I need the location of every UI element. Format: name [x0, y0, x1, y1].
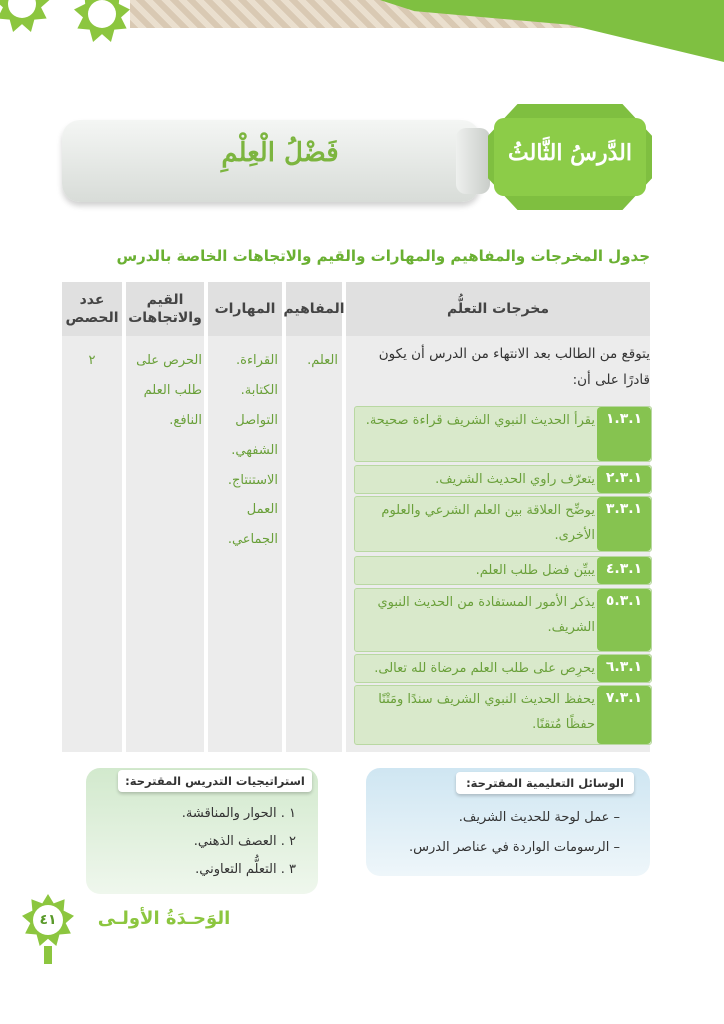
strategy-item: ٢ . العصف الذهني. [193, 834, 296, 849]
values-list [128, 346, 202, 436]
outcome-number: ٥.٣.١ [597, 589, 651, 651]
skill-item: القراءة. [236, 353, 278, 368]
header-periods: عدد الحصص [62, 282, 122, 336]
outcome-number: ١.٣.١ [597, 407, 651, 461]
header-skills: المهارات [208, 282, 282, 336]
teaching-aids-box [366, 768, 650, 876]
header-outcomes: مخرجات التعلُّم [346, 282, 650, 336]
header-green-band [380, 0, 724, 62]
strategy-item: ٣ . التعلُّم التعاوني. [195, 862, 296, 877]
outcome-number: ٢.٣.١ [597, 466, 651, 493]
teaching-aids-title: الوسائل التعليمية المقترحة: [456, 772, 634, 794]
strategy-item: ١ . الحوار والمناقشة. [181, 806, 296, 821]
outcome-text: يقرأ الحديث النبوي الشريف قراءة صحيحة. [365, 413, 595, 428]
header-concepts: المفاهيم [286, 282, 342, 336]
outcome-text: يحفظ الحديث النبوي الشريف سندًا ومَتْنًا حفظًا مُتقنًا. [378, 692, 595, 732]
value-item: النافع. [169, 412, 202, 428]
star-ornament-icon [0, 0, 50, 32]
lesson-number: الدَّرسُ الثَّالثُ [508, 140, 632, 166]
banner-scroll-end [456, 128, 490, 194]
page-marker-stem [44, 946, 52, 964]
outcomes-intro: يتوقع من الطالب بعد الانتهاء من الدرس أن يكون قادرًا على أن: [378, 346, 650, 388]
skill-item: العمل [246, 502, 278, 518]
outcome-text: يذكر الأمور المستفادة من الحديث النبوي الشريف. [377, 595, 595, 635]
table-caption: جدول المخرجات والمفاهيم والمهارات والقيم والاتجاهات الخاصة بالدرس [116, 247, 650, 265]
lesson-title: فَضْلُ الْعِلْمِ [221, 138, 339, 168]
outcome-text: يحرِص على طلب العلم مرضاة لله تعالى. [374, 661, 595, 676]
outcome-item [354, 685, 652, 745]
skill-item: الكتابة. [240, 382, 278, 398]
outcome-text: يبيِّن فضل طلب العلم. [475, 563, 595, 578]
page-number: ٤١ [33, 905, 63, 935]
skills-list [210, 346, 278, 555]
outcome-item [354, 654, 652, 683]
skill-item: التواصل [235, 412, 278, 428]
outcome-number: ٧.٣.١ [597, 686, 651, 744]
star-ornament-icon [74, 0, 130, 42]
outcome-item [354, 588, 652, 652]
outcome-number: ٦.٣.١ [597, 655, 651, 682]
periods-value: ٢ [88, 353, 96, 368]
outcome-number: ٤.٣.١ [597, 557, 651, 584]
teaching-strategies-title: استراتيجيات التدريس المقترحة: [118, 770, 312, 792]
outcome-item [354, 406, 652, 462]
unit-title: الوَحـدَةُ الأولـى [97, 908, 231, 929]
aid-item: – عمل لوحة للحديث الشريف. [458, 810, 620, 825]
header-values: القيم والاتجاهات [126, 282, 204, 336]
skill-item: الشفهي. [231, 442, 278, 458]
outcome-text: يتعرّف راوي الحديث الشريف. [435, 472, 595, 487]
value-item: الحرص على [136, 353, 202, 368]
value-item: طلب العلم [143, 382, 202, 398]
skill-item: الاستنتاج. [227, 472, 278, 488]
outcome-item [354, 496, 652, 552]
concept-item: العلم. [307, 353, 338, 368]
outcome-item [354, 556, 652, 585]
outcome-text: يوضِّح العلاقة بين العلم الشرعي والعلوم الأخرى. [381, 503, 595, 543]
aid-item: – الرسومات الواردة في عناصر الدرس. [408, 840, 620, 855]
skill-item: الجماعي. [227, 532, 278, 548]
outcome-item [354, 465, 652, 494]
teaching-strategies-box [86, 768, 318, 894]
outcome-number: ٣.٣.١ [597, 497, 651, 551]
